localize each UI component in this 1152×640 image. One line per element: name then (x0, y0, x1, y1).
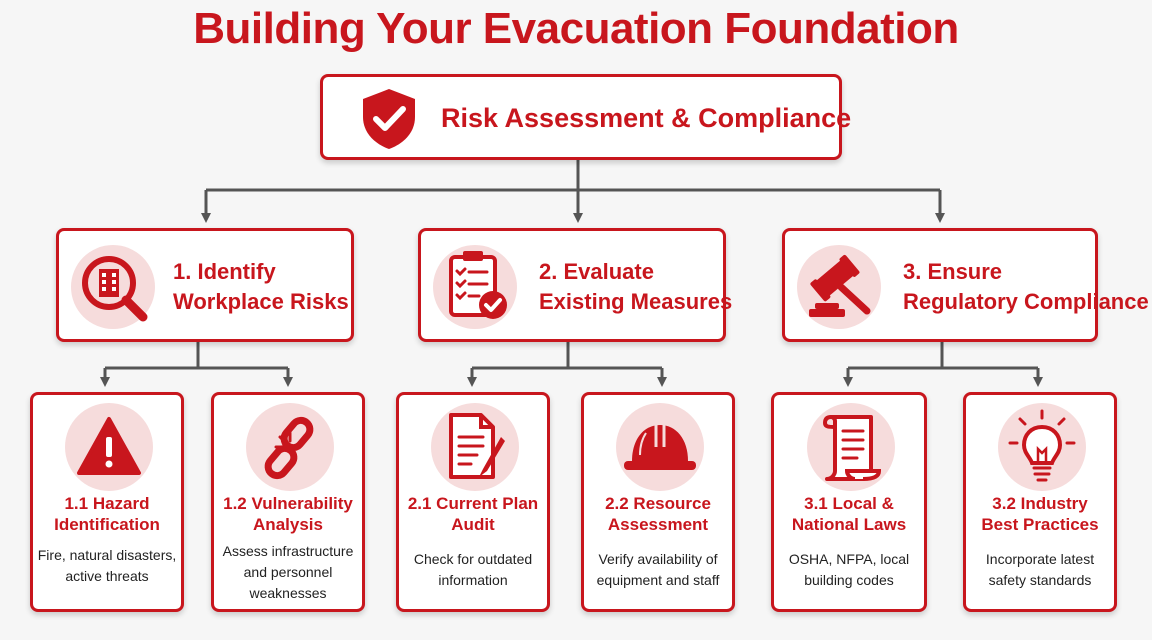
leaf-title: 3.2 Industry Best Practices (981, 494, 1099, 534)
clipboard-check-icon (433, 245, 517, 329)
leaf-box-local-national-laws (771, 392, 927, 612)
root-box (320, 74, 852, 160)
building-magnifier-icon (71, 245, 155, 329)
leaf-box-hazard-identification (30, 392, 184, 612)
leaf-description: OSHA, NFPA, local building codes (788, 551, 910, 588)
section-label: 3. Ensure Regulatory Compliance (903, 259, 1149, 314)
section-box-regulatory-compliance (782, 228, 1149, 342)
leaf-icon-bg (246, 403, 334, 491)
shield-check-icon (359, 87, 419, 151)
leaf-icon-bg (616, 403, 704, 491)
leaf-title: 3.1 Local & National Laws (791, 494, 907, 534)
scroll-icon (807, 403, 895, 491)
section-box-identify-risks (56, 228, 354, 342)
leaf-box-current-plan-audit (396, 392, 550, 612)
leaf-description: Incorporate latest safety standards (985, 551, 1095, 588)
leaf-title: 2.2 Resource Assessment (605, 494, 711, 534)
leaf-icon-bg (807, 403, 895, 491)
root-label: Risk Assessment & Compliance (441, 103, 852, 133)
hard-hat-icon (616, 403, 704, 491)
leaf-icon-bg (431, 403, 519, 491)
lightbulb-icon (998, 403, 1086, 491)
section-label: 1. Identify Workplace Risks (173, 259, 349, 314)
leaf-box-industry-best-practices (963, 392, 1117, 612)
gavel-icon (797, 245, 881, 329)
leaf-description: Verify availability of equipment and staff (596, 551, 720, 588)
leaf-icon-bg (998, 403, 1086, 491)
leaf-description: Assess infrastructure and personnel weaknesses (222, 543, 354, 601)
warning-triangle-icon (65, 403, 153, 491)
leaf-icon-bg (65, 403, 153, 491)
leaf-title: 2.1 Current Plan Audit (407, 494, 539, 534)
section-icon-bg (797, 245, 881, 329)
page-title: Building Your Evacuation Foundation (193, 4, 959, 53)
document-pen-icon (431, 403, 519, 491)
leaf-title: 1.2 Vulnerability Analysis (223, 494, 353, 534)
leaf-box-vulnerability-analysis (211, 392, 365, 612)
leaf-description: Check for outdated information (413, 551, 533, 588)
leaf-box-resource-assessment (581, 392, 735, 612)
section-box-evaluate-measures (418, 228, 733, 342)
leaf-title: 1.1 Hazard Identification (54, 494, 160, 534)
leaf-description: Fire, natural disasters, active threats (37, 547, 177, 584)
section-icon-bg (71, 245, 155, 329)
broken-chain-icon (246, 403, 334, 491)
section-icon-bg (433, 245, 517, 329)
section-label: 2. Evaluate Existing Measures (539, 259, 733, 314)
